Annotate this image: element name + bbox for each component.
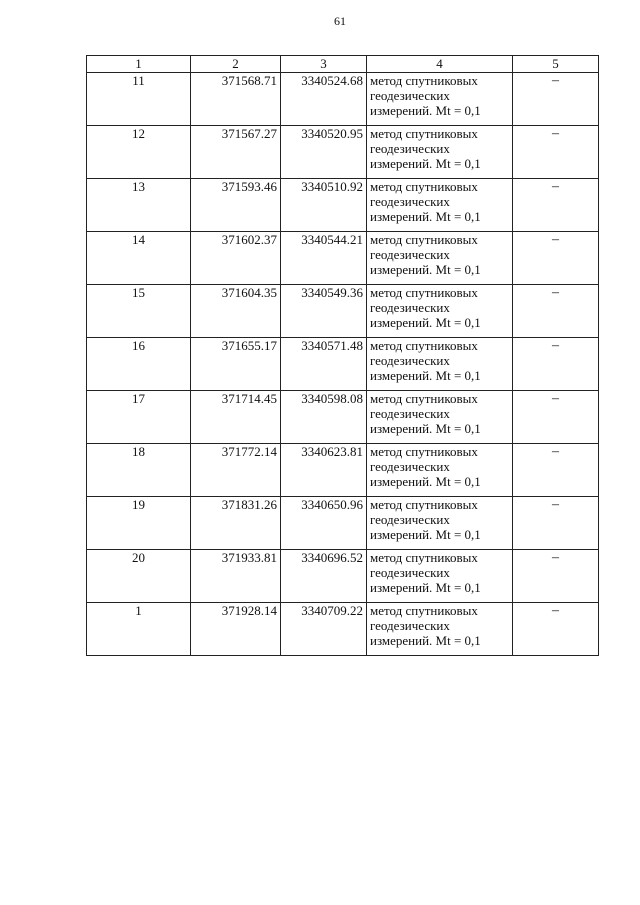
y-coordinate-cell: 3340650.96: [281, 497, 367, 550]
note-cell: –: [513, 73, 599, 126]
table-row: [87, 232, 599, 285]
point-number-cell: 16: [87, 338, 191, 391]
y-coordinate-cell: 3340571.48: [281, 338, 367, 391]
table-row: [87, 444, 599, 497]
y-coordinate-cell: 3340696.52: [281, 550, 367, 603]
y-coordinate-cell: 3340524.68: [281, 73, 367, 126]
method-cell: метод спутниковых геодезических измерений. Mt = 0,1: [367, 285, 513, 338]
x-coordinate-cell: 371831.26: [191, 497, 281, 550]
table-row: [87, 338, 599, 391]
note-cell: –: [513, 550, 599, 603]
point-number-cell: 19: [87, 497, 191, 550]
page-number: 61: [334, 14, 346, 28]
header-col-5: 5: [513, 56, 599, 73]
header-col-1: 1: [87, 56, 191, 73]
method-cell: метод спутниковых геодезических измерений. Mt = 0,1: [367, 444, 513, 497]
note-cell: –: [513, 126, 599, 179]
table-row: [87, 126, 599, 179]
y-coordinate-cell: 3340549.36: [281, 285, 367, 338]
note-cell: –: [513, 391, 599, 444]
x-coordinate-cell: 371928.14: [191, 603, 281, 656]
point-number-cell: 12: [87, 126, 191, 179]
method-cell: метод спутниковых геодезических измерений. Mt = 0,1: [367, 550, 513, 603]
method-cell: метод спутниковых геодезических измерений. Mt = 0,1: [367, 603, 513, 656]
point-number-cell: 18: [87, 444, 191, 497]
table-row: [87, 179, 599, 232]
x-coordinate-cell: 371933.81: [191, 550, 281, 603]
header-col-3: 3: [281, 56, 367, 73]
note-cell: –: [513, 338, 599, 391]
table-row: [87, 73, 599, 126]
note-cell: –: [513, 603, 599, 656]
table-row: [87, 391, 599, 444]
y-coordinate-cell: 3340510.92: [281, 179, 367, 232]
note-cell: –: [513, 497, 599, 550]
x-coordinate-cell: 371772.14: [191, 444, 281, 497]
point-number-cell: 13: [87, 179, 191, 232]
note-cell: –: [513, 232, 599, 285]
table-row: [87, 285, 599, 338]
method-cell: метод спутниковых геодезических измерений. Mt = 0,1: [367, 179, 513, 232]
x-coordinate-cell: 371602.37: [191, 232, 281, 285]
x-coordinate-cell: 371604.35: [191, 285, 281, 338]
x-coordinate-cell: 371655.17: [191, 338, 281, 391]
point-number-cell: 20: [87, 550, 191, 603]
table-body: [87, 73, 599, 656]
x-coordinate-cell: 371593.46: [191, 179, 281, 232]
y-coordinate-cell: 3340544.21: [281, 232, 367, 285]
table-header-row: [87, 56, 599, 73]
point-number-cell: 15: [87, 285, 191, 338]
point-number-cell: 11: [87, 73, 191, 126]
x-coordinate-cell: 371714.45: [191, 391, 281, 444]
y-coordinate-cell: 3340598.08: [281, 391, 367, 444]
header-col-2: 2: [191, 56, 281, 73]
method-cell: метод спутниковых геодезических измерений. Mt = 0,1: [367, 338, 513, 391]
y-coordinate-cell: 3340520.95: [281, 126, 367, 179]
table-row: [87, 497, 599, 550]
note-cell: –: [513, 179, 599, 232]
point-number-cell: 1: [87, 603, 191, 656]
x-coordinate-cell: 371567.27: [191, 126, 281, 179]
method-cell: метод спутниковых геодезических измерений. Mt = 0,1: [367, 232, 513, 285]
table-row: [87, 550, 599, 603]
x-coordinate-cell: 371568.71: [191, 73, 281, 126]
coordinates-table: [86, 55, 599, 656]
method-cell: метод спутниковых геодезических измерений. Mt = 0,1: [367, 391, 513, 444]
method-cell: метод спутниковых геодезических измерений. Mt = 0,1: [367, 497, 513, 550]
note-cell: –: [513, 444, 599, 497]
y-coordinate-cell: 3340709.22: [281, 603, 367, 656]
header-col-4: 4: [367, 56, 513, 73]
note-cell: –: [513, 285, 599, 338]
method-cell: метод спутниковых геодезических измерений. Mt = 0,1: [367, 126, 513, 179]
y-coordinate-cell: 3340623.81: [281, 444, 367, 497]
method-cell: метод спутниковых геодезических измерений. Mt = 0,1: [367, 73, 513, 126]
point-number-cell: 14: [87, 232, 191, 285]
table-row: [87, 603, 599, 656]
point-number-cell: 17: [87, 391, 191, 444]
